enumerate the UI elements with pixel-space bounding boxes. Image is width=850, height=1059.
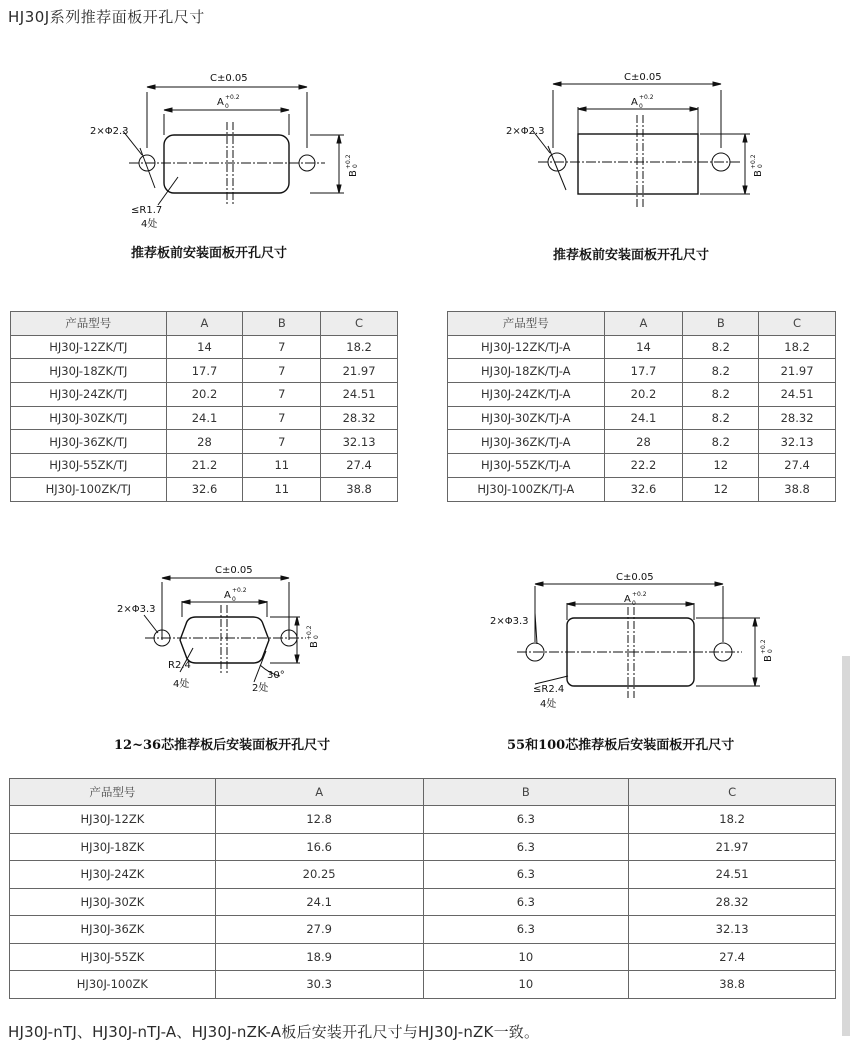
f4-a-label: A [624, 594, 631, 605]
table-header: A [604, 312, 683, 336]
f3-b-sub: 0 [313, 635, 320, 639]
f3-angle-count: 2处 [252, 683, 269, 694]
f1-caption: 推荐板前安装面板开孔尺寸 [131, 246, 288, 261]
table-front-mount-tj-a [447, 311, 836, 502]
table-row [10, 916, 836, 944]
table-row [11, 383, 398, 407]
table-cell: 27.4 [629, 943, 836, 971]
f1-a-tol: +0.2 [225, 94, 240, 101]
table-header: B [243, 312, 321, 336]
table-cell: 28.32 [759, 406, 836, 430]
figure-front-mount-square [425, 0, 850, 270]
table-cell: 32.6 [166, 477, 243, 501]
f4-b-label: B [763, 655, 774, 662]
page-title: HJ30J系列推荐面板开孔尺寸 [8, 8, 205, 26]
footnote: HJ30J-nTJ、HJ30J-nTJ-A、HJ30J-nZK-A板后安装开孔尺寸与HJ30J-nZK一致。 [8, 1023, 540, 1041]
f2-a-label: A [631, 97, 638, 108]
f2-b-sub: 0 [757, 164, 764, 168]
table-cell: 6.3 [423, 861, 629, 889]
f4-a-tol: +0.2 [632, 591, 647, 598]
table-cell: 28.32 [629, 888, 836, 916]
table-cell: 7 [243, 430, 321, 454]
table-front-mount-tj [10, 311, 398, 502]
table-cell: HJ30J-12ZK/TJ-A [448, 335, 605, 359]
table-cell: HJ30J-55ZK/TJ [11, 454, 167, 478]
f1-a-sub: 0 [225, 103, 229, 110]
table-cell: HJ30J-100ZK [10, 971, 216, 999]
table-cell: 21.97 [321, 359, 398, 383]
f4-b-tol: +0.2 [760, 639, 767, 654]
table-row [448, 430, 836, 454]
table-cell: 32.6 [604, 477, 683, 501]
table-cell: 20.2 [166, 383, 243, 407]
scrollbar[interactable] [842, 656, 850, 1036]
f3-b-tol: +0.2 [306, 625, 313, 640]
table-cell: 12 [683, 477, 759, 501]
table-cell: 21.97 [759, 359, 836, 383]
table-cell: 11 [243, 477, 321, 501]
table-cell: 12.8 [215, 806, 423, 834]
table-cell: 38.8 [629, 971, 836, 999]
f3-caption: 12~36芯推荐板后安装面板开孔尺寸 [114, 738, 331, 753]
table-row [448, 454, 836, 478]
table-cell: HJ30J-55ZK [10, 943, 216, 971]
table-header: 产品型号 [10, 779, 216, 806]
table-row [10, 943, 836, 971]
table-cell: 27.4 [759, 454, 836, 478]
table-cell: 32.13 [759, 430, 836, 454]
table-row [10, 971, 836, 999]
table-header-row [448, 312, 836, 336]
table-header: A [215, 779, 423, 806]
table-cell: 24.1 [166, 406, 243, 430]
f4-c-label: C±0.05 [616, 572, 654, 583]
f2-hole-label: 2×Φ2.3 [506, 126, 545, 137]
table-cell: 21.2 [166, 454, 243, 478]
table-cell: HJ30J-24ZK/TJ [11, 383, 167, 407]
table-cell: 18.2 [629, 806, 836, 834]
table-cell: 18.9 [215, 943, 423, 971]
table-row [448, 335, 836, 359]
table-header: C [629, 779, 836, 806]
f4-hole-label: 2×Φ3.3 [490, 616, 529, 627]
table-cell: 10 [423, 971, 629, 999]
f4-b-sub: 0 [767, 649, 774, 653]
f3-radius-label: R2.4 [168, 660, 191, 671]
table-cell: 18.2 [759, 335, 836, 359]
f4-radius-label: ≤R2.4 [533, 684, 565, 695]
table-cell: HJ30J-100ZK/TJ-A [448, 477, 605, 501]
table-cell: HJ30J-18ZK/TJ-A [448, 359, 605, 383]
f3-a-label: A [224, 590, 231, 601]
table-row [448, 359, 836, 383]
f3-a-tol: +0.2 [232, 587, 247, 594]
table-cell: 20.2 [604, 383, 683, 407]
table-cell: HJ30J-55ZK/TJ-A [448, 454, 605, 478]
table-cell: HJ30J-24ZK [10, 861, 216, 889]
table-cell: HJ30J-36ZK [10, 916, 216, 944]
front-mount-square-drawing [425, 0, 850, 270]
f3-hole-label: 2×Φ3.3 [117, 604, 156, 615]
table-cell: 7 [243, 359, 321, 383]
table-cell: 6.3 [423, 806, 629, 834]
table-cell: 24.51 [759, 383, 836, 407]
table-row [11, 359, 398, 383]
front-mount-rounded-drawing [0, 0, 425, 270]
table-cell: 24.51 [629, 861, 836, 889]
table-row [10, 861, 836, 889]
table-cell: HJ30J-18ZK [10, 833, 216, 861]
table-header: B [423, 779, 629, 806]
f4-a-sub: 0 [632, 600, 636, 607]
table-header: C [759, 312, 836, 336]
table-row [11, 454, 398, 478]
table-header: C [321, 312, 398, 336]
f1-c-label: C±0.05 [210, 73, 248, 84]
table-row [448, 406, 836, 430]
f2-caption: 推荐板前安装面板开孔尺寸 [553, 248, 710, 263]
table-header: 产品型号 [448, 312, 605, 336]
f3-c-label: C±0.05 [215, 565, 253, 576]
table-row [10, 833, 836, 861]
table-header-row [10, 779, 836, 806]
table-cell: 17.7 [166, 359, 243, 383]
table-header: A [166, 312, 243, 336]
table-cell: HJ30J-30ZK [10, 888, 216, 916]
f3-angle-label: 30° [267, 670, 285, 681]
table-cell: 18.2 [321, 335, 398, 359]
table-header-row [11, 312, 398, 336]
table-cell: 17.7 [604, 359, 683, 383]
table-cell: 8.2 [683, 359, 759, 383]
f1-b-sub: 0 [352, 164, 359, 168]
f1-hole-label: 2×Φ2.3 [90, 126, 129, 137]
table-cell: 27.9 [215, 916, 423, 944]
table-header: 产品型号 [11, 312, 167, 336]
table-cell: 22.2 [604, 454, 683, 478]
table-cell: 32.13 [629, 916, 836, 944]
table-cell: 32.13 [321, 430, 398, 454]
table-header: B [683, 312, 759, 336]
table-cell: 7 [243, 383, 321, 407]
table-row [11, 406, 398, 430]
table-rear-mount-zk [9, 778, 836, 999]
table-row [10, 806, 836, 834]
f3-count-label: 4处 [173, 679, 190, 690]
table-cell: 24.51 [321, 383, 398, 407]
table-cell: 6.3 [423, 888, 629, 916]
table-row [10, 888, 836, 916]
table-cell: HJ30J-36ZK/TJ-A [448, 430, 605, 454]
table-cell: 11 [243, 454, 321, 478]
table-cell: HJ30J-30ZK/TJ-A [448, 406, 605, 430]
table-cell: 28.32 [321, 406, 398, 430]
f2-a-sub: 0 [639, 103, 643, 110]
table-cell: 24.1 [604, 406, 683, 430]
table-cell: 27.4 [321, 454, 398, 478]
table-cell: 12 [683, 454, 759, 478]
f1-radius-label: ≤R1.7 [131, 205, 163, 216]
table-cell: 10 [423, 943, 629, 971]
table-cell: 21.97 [629, 833, 836, 861]
table-cell: 6.3 [423, 916, 629, 944]
table-cell: 16.6 [215, 833, 423, 861]
f4-count-label: 4处 [540, 699, 557, 710]
table-cell: 8.2 [683, 383, 759, 407]
table-cell: 8.2 [683, 406, 759, 430]
table-row [448, 477, 836, 501]
table-row [448, 383, 836, 407]
table-cell: 24.1 [215, 888, 423, 916]
table-cell: 38.8 [759, 477, 836, 501]
f2-a-tol: +0.2 [639, 94, 654, 101]
table-cell: 7 [243, 335, 321, 359]
f1-b-tol: +0.2 [345, 154, 352, 169]
f1-count-label: 4处 [141, 219, 158, 230]
f3-a-sub: 0 [232, 596, 236, 603]
table-row [11, 335, 398, 359]
table-cell: 8.2 [683, 335, 759, 359]
table-cell: 8.2 [683, 430, 759, 454]
table-row [11, 477, 398, 501]
table-cell: 30.3 [215, 971, 423, 999]
f2-c-label: C±0.05 [624, 72, 662, 83]
table-cell: 6.3 [423, 833, 629, 861]
f2-b-label: B [753, 170, 764, 177]
table-cell: 38.8 [321, 477, 398, 501]
table-cell: 7 [243, 406, 321, 430]
f3-b-label: B [309, 641, 320, 648]
table-cell: HJ30J-24ZK/TJ-A [448, 383, 605, 407]
figure-front-mount-rounded [0, 0, 425, 270]
table-cell: HJ30J-100ZK/TJ [11, 477, 167, 501]
f4-caption: 55和100芯推荐板后安装面板开孔尺寸 [507, 738, 735, 753]
table-cell: 20.25 [215, 861, 423, 889]
table-cell: HJ30J-30ZK/TJ [11, 406, 167, 430]
f2-b-tol: +0.2 [750, 154, 757, 169]
table-row [11, 430, 398, 454]
table-cell: HJ30J-12ZK [10, 806, 216, 834]
table-cell: HJ30J-12ZK/TJ [11, 335, 167, 359]
f1-a-label: A [217, 97, 224, 108]
table-cell: HJ30J-18ZK/TJ [11, 359, 167, 383]
table-cell: 14 [166, 335, 243, 359]
table-cell: HJ30J-36ZK/TJ [11, 430, 167, 454]
f1-b-label: B [348, 170, 359, 177]
table-cell: 28 [604, 430, 683, 454]
table-cell: 28 [166, 430, 243, 454]
table-cell: 14 [604, 335, 683, 359]
